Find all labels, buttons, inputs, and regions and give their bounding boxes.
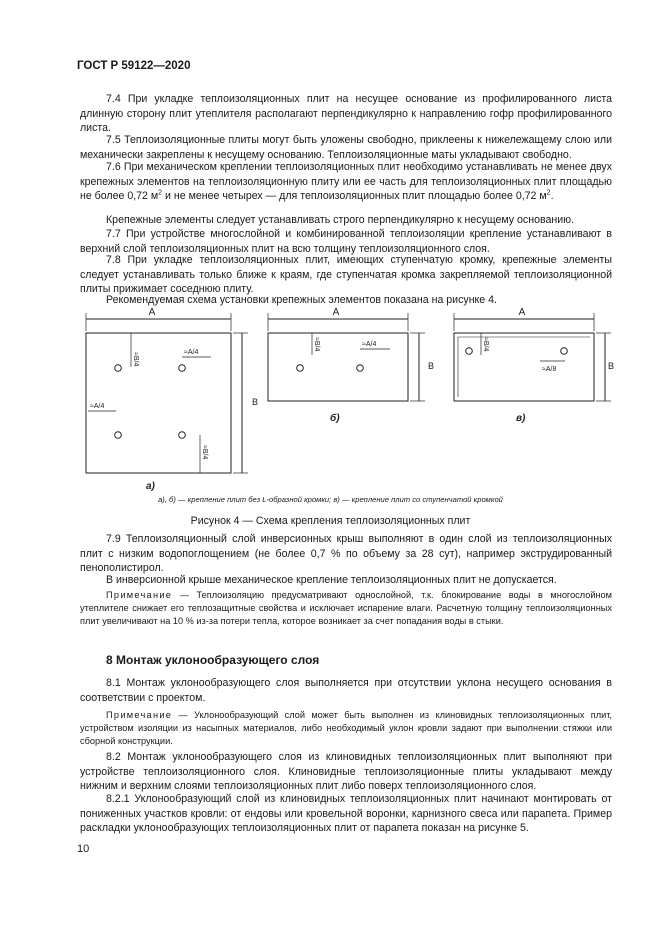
paragraph-8-1: 8.1 Монтаж уклонообразующего слоя выполняется при отсутствии уклона несущего основания в соответствии с проектом. (80, 677, 612, 704)
fastener-a3 (115, 432, 122, 439)
label-c-dim-a8: ≈A/8 (542, 366, 557, 373)
note-label-2: Примечание (106, 710, 173, 720)
label-a-dim-a4-top: ≈A/4 (184, 349, 199, 356)
label-a-dim-b4-top: ≈B/4 (132, 352, 139, 367)
note-text-2: — Уклонообразующий слой может быть выполнен из клиновидных теплоизоляционных плит, устройством изоляции из насыпных материалов, либо необходимый уклон кровли задают при выполнении стяжки или сборной конструкции. (80, 710, 612, 746)
plate-a-outline (86, 333, 231, 473)
paragraph-7-7: 7.7 При устройстве многослойной и комбинированной теплоизоляции крепление устанавливают в верхний слой теплоизоляционных плит на всю толщину теплоизоляционного слоя. (80, 228, 612, 255)
label-b-width: A (332, 307, 340, 318)
label-a-width: A (148, 307, 156, 318)
paragraph-7-5: 7.5 Теплоизоляционные плиты могут быть уложены свободно, приклеены к нижележащему слою или механически закреплены к несущему основанию. Теплоизоляционные маты укладывают свободно. (80, 134, 612, 161)
document-header: ГОСТ Р 59122—2020 (77, 60, 191, 72)
label-a: а) (146, 481, 155, 492)
fastener-b1 (297, 365, 304, 372)
paragraph-7-4: 7.4 При укладке теплоизоляционных плит на несущее основание из профилированного листа длинную сторону плит утеплителя располагают перпендикулярно к направлению гофр профилированного листа. (80, 93, 612, 135)
fastener-c2 (561, 348, 568, 355)
label-a-height: B (252, 397, 259, 407)
plate-b-outline (268, 333, 408, 401)
figure-legend: а), б) — крепление плит без L-образной кромки; в) — крепление плит со ступенчатой кромкой (158, 495, 503, 504)
label-c-width: A (518, 307, 526, 318)
label-b-height: B (428, 361, 435, 371)
fastener-a1 (115, 365, 122, 372)
note-inversion (80, 589, 612, 628)
paragraph-7-6-b: Крепежные элементы следует устанавливать строго перпендикулярно к несущему основанию. (106, 214, 575, 226)
label-b-dim-a4: ≈A/4 (362, 341, 377, 348)
paragraph-8-2-1: 8.2.1 Уклонообразующий слой из клиновидных теплоизоляционных плит начинают монтировать от пониженных участков кровли: от ендовы или кровельной воронки, карнизного свеса или парапета. Пример раскладки уклонообразующих теплоизоляционных плит от парапета показан на рисунке 5. (80, 793, 612, 835)
paragraph-7-8-b: Рекомендуемая схема установки крепежных элементов показана на рисунке 4. (106, 294, 497, 306)
figure-caption: Рисунок 4 — Схема крепления теплоизоляционных плит (190, 515, 471, 527)
note-text: — Теплоизоляцию предусматривают однослойной, т.к. блокирование воды в многослойном утеплителе снижает его теплозащитные свойства и исключает испарение влаги. Расчетную толщину теплоизоляционных плит увеличивают на 10 % из-за потери тепла, которое возникает за счет попадания воды в стыки. (80, 590, 612, 626)
figure-4-diagram (70, 305, 614, 492)
page-number: 10 (77, 843, 90, 855)
label-a-dim-a4-left: ≈A/4 (90, 403, 105, 410)
label-c: в) (516, 413, 526, 424)
fastener-a2 (179, 365, 186, 372)
label-b: б) (330, 413, 340, 424)
label-a-dim-b4-bottom: ≈B/4 (201, 445, 208, 460)
label-c-height: B (607, 361, 614, 371)
paragraph-7-9-b: В инверсионной крыше механическое крепление теплоизоляционных плит не допускается. (106, 574, 557, 586)
paragraph-8-2: 8.2 Монтаж уклонообразующего слоя из клиновидных теплоизоляционных плит выполняют при устройстве теплоизоляционного слоя. Клиновидные теплоизоляционные плиты укладывают между нижним и верхним слоями теплоизоляционных плит либо поверх теплоизоляционного слоя. (80, 751, 612, 793)
note-label: Примечание (106, 590, 173, 600)
label-c-dim-b4: ≈B/4 (482, 337, 489, 352)
paragraph-7-9: 7.9 Теплоизоляционный слой инверсионных крыш выполняют в один слой из теплоизоляционных плит с низким водопоглощением (не более 0,7 % по объему за 28 сут), например экструдированный пенополистирол. (80, 533, 612, 575)
section-8-heading: 8 Монтаж уклонообразующего слоя (106, 653, 320, 667)
paragraph-7-6: 7.6 При механическом креплении теплоизоляционных плит необходимо устанавливать не менее двух крепежных элементов на теплоизоляционную плиту или ее часть для теплоизоляционных плит площадью не более 0,72 $м^2$ и не менее четырех — для теплоизоляционных плит площадью более 0,72 $м^2$. (80, 161, 612, 203)
note-slope (80, 709, 612, 748)
paragraph-7-8: 7.8 При укладке теплоизоляционных плит, имеющих ступенчатую кромку, крепежные элементы следует устанавливать только ближе к краям, где ступенчатая кромка закрепляемой теплоизоляционной плиты прижимает соседнюю плиту. (80, 254, 612, 296)
fastener-c1 (466, 348, 473, 355)
fastener-a4 (179, 432, 186, 439)
fastener-b2 (357, 365, 364, 372)
plate-c-outline (454, 333, 594, 401)
label-b-dim-b4: ≈B/4 (313, 337, 320, 352)
